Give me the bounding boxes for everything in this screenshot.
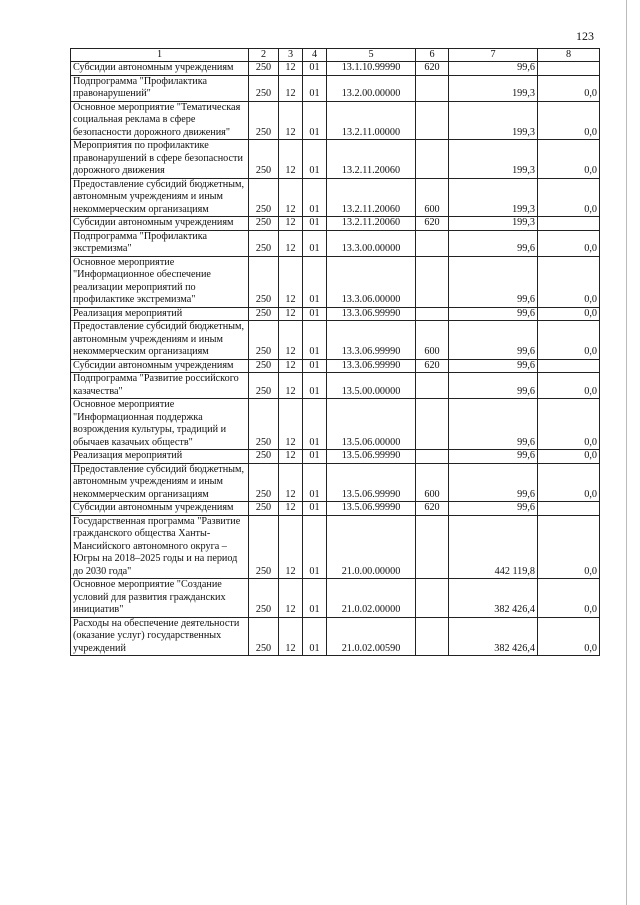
row-value-cell: 13.2.11.20060 bbox=[327, 140, 416, 179]
row-name-cell: Субсидии автономным учреждениям bbox=[71, 217, 249, 231]
row-value-cell: 12 bbox=[279, 230, 303, 256]
row-value-cell: 199,3 bbox=[449, 75, 538, 101]
row-value-cell: 13.5.06.00000 bbox=[327, 399, 416, 450]
row-value-cell: 0,0 bbox=[538, 579, 600, 618]
row-value-cell: 99,6 bbox=[449, 230, 538, 256]
row-value-cell: 01 bbox=[303, 617, 327, 656]
row-value-cell: 250 bbox=[249, 217, 279, 231]
header-cell: 7 bbox=[449, 49, 538, 62]
row-value-cell: 12 bbox=[279, 256, 303, 307]
row-value-cell: 250 bbox=[249, 373, 279, 399]
row-value-cell: 13.3.06.99990 bbox=[327, 321, 416, 360]
table-row bbox=[71, 178, 600, 217]
row-value-cell: 12 bbox=[279, 502, 303, 516]
row-name-cell: Субсидии автономным учреждениям bbox=[71, 359, 249, 373]
budget-table bbox=[70, 48, 600, 656]
table-row bbox=[71, 101, 600, 140]
row-value-cell: 12 bbox=[279, 359, 303, 373]
row-value-cell: 250 bbox=[249, 617, 279, 656]
header-row bbox=[71, 49, 600, 62]
row-value-cell: 99,6 bbox=[449, 62, 538, 76]
header-cell: 3 bbox=[279, 49, 303, 62]
row-value-cell: 99,6 bbox=[449, 359, 538, 373]
row-value-cell bbox=[416, 579, 449, 618]
row-value-cell: 99,6 bbox=[449, 307, 538, 321]
row-value-cell: 99,6 bbox=[449, 450, 538, 464]
row-value-cell: 0,0 bbox=[538, 463, 600, 502]
row-value-cell: 0,0 bbox=[538, 307, 600, 321]
row-value-cell: 99,6 bbox=[449, 463, 538, 502]
row-value-cell: 13.3.06.00000 bbox=[327, 256, 416, 307]
row-value-cell: 99,6 bbox=[449, 321, 538, 360]
row-value-cell: 620 bbox=[416, 62, 449, 76]
row-value-cell: 0,0 bbox=[538, 450, 600, 464]
row-value-cell bbox=[416, 399, 449, 450]
row-value-cell: 250 bbox=[249, 140, 279, 179]
row-value-cell: 99,6 bbox=[449, 399, 538, 450]
row-value-cell: 99,6 bbox=[449, 256, 538, 307]
page-number: 123 bbox=[576, 29, 594, 43]
table-row bbox=[71, 256, 600, 307]
header-cell: 8 bbox=[538, 49, 600, 62]
row-value-cell: 250 bbox=[249, 399, 279, 450]
row-value-cell: 250 bbox=[249, 463, 279, 502]
header-cell: 6 bbox=[416, 49, 449, 62]
row-value-cell bbox=[416, 101, 449, 140]
table-row bbox=[71, 75, 600, 101]
table-row bbox=[71, 399, 600, 450]
row-value-cell bbox=[416, 450, 449, 464]
row-value-cell: 0,0 bbox=[538, 321, 600, 360]
row-value-cell: 600 bbox=[416, 321, 449, 360]
row-value-cell: 01 bbox=[303, 307, 327, 321]
row-value-cell: 250 bbox=[249, 502, 279, 516]
row-value-cell bbox=[538, 359, 600, 373]
row-value-cell: 13.2.11.20060 bbox=[327, 178, 416, 217]
row-value-cell: 21.0.00.00000 bbox=[327, 515, 416, 579]
table-row bbox=[71, 217, 600, 231]
row-value-cell bbox=[416, 140, 449, 179]
row-value-cell: 0,0 bbox=[538, 101, 600, 140]
row-value-cell: 12 bbox=[279, 101, 303, 140]
row-value-cell: 99,6 bbox=[449, 373, 538, 399]
table-row bbox=[71, 62, 600, 76]
table-row bbox=[71, 307, 600, 321]
row-value-cell: 250 bbox=[249, 307, 279, 321]
row-value-cell: 0,0 bbox=[538, 399, 600, 450]
row-value-cell: 01 bbox=[303, 321, 327, 360]
row-value-cell: 620 bbox=[416, 217, 449, 231]
row-value-cell: 199,3 bbox=[449, 140, 538, 179]
row-value-cell: 01 bbox=[303, 230, 327, 256]
row-name-cell: Субсидии автономным учреждениям bbox=[71, 502, 249, 516]
row-value-cell: 12 bbox=[279, 75, 303, 101]
row-value-cell: 13.1.10.99990 bbox=[327, 62, 416, 76]
row-name-cell: Расходы на обеспечение деятельности (оказание услуг) государственных учреждений bbox=[71, 617, 249, 656]
row-value-cell: 12 bbox=[279, 399, 303, 450]
row-value-cell: 12 bbox=[279, 62, 303, 76]
table-row bbox=[71, 502, 600, 516]
row-value-cell: 620 bbox=[416, 359, 449, 373]
row-value-cell: 12 bbox=[279, 178, 303, 217]
row-value-cell: 13.5.00.00000 bbox=[327, 373, 416, 399]
row-value-cell: 12 bbox=[279, 373, 303, 399]
row-value-cell: 99,6 bbox=[449, 502, 538, 516]
row-value-cell: 01 bbox=[303, 62, 327, 76]
row-name-cell: Предоставление субсидий бюджетным, автономным учреждениям и иным некоммерческим организациям bbox=[71, 178, 249, 217]
row-name-cell: Основное мероприятие "Тематическая социальная реклама в сфере безопасности дорожного движения" bbox=[71, 101, 249, 140]
row-name-cell: Мероприятия по профилактике правонарушений в сфере безопасности дорожного движения bbox=[71, 140, 249, 179]
row-value-cell: 13.2.11.00000 bbox=[327, 101, 416, 140]
row-value-cell: 01 bbox=[303, 515, 327, 579]
row-value-cell: 12 bbox=[279, 321, 303, 360]
row-value-cell: 250 bbox=[249, 450, 279, 464]
row-value-cell: 12 bbox=[279, 307, 303, 321]
row-value-cell: 620 bbox=[416, 502, 449, 516]
row-name-cell: Основное мероприятие "Информационное обеспечение реализации мероприятий по профилактике экстремизма" bbox=[71, 256, 249, 307]
row-value-cell: 12 bbox=[279, 515, 303, 579]
table-row bbox=[71, 450, 600, 464]
row-value-cell: 12 bbox=[279, 140, 303, 179]
table-row bbox=[71, 579, 600, 618]
row-name-cell: Предоставление субсидий бюджетным, автономным учреждениям и иным некоммерческим организациям bbox=[71, 321, 249, 360]
row-value-cell: 01 bbox=[303, 256, 327, 307]
header-cell: 2 bbox=[249, 49, 279, 62]
row-value-cell: 01 bbox=[303, 178, 327, 217]
row-value-cell bbox=[416, 515, 449, 579]
row-value-cell: 01 bbox=[303, 373, 327, 399]
row-value-cell: 12 bbox=[279, 217, 303, 231]
row-value-cell: 13.3.06.99990 bbox=[327, 359, 416, 373]
row-value-cell: 21.0.02.00000 bbox=[327, 579, 416, 618]
row-name-cell: Основное мероприятие "Информационная поддержка возрождения культуры, традиций и обычаев казачьих обществ" bbox=[71, 399, 249, 450]
row-value-cell: 250 bbox=[249, 359, 279, 373]
row-value-cell: 12 bbox=[279, 450, 303, 464]
table-row bbox=[71, 321, 600, 360]
row-value-cell bbox=[416, 373, 449, 399]
header-cell: 1 bbox=[71, 49, 249, 62]
row-value-cell: 01 bbox=[303, 217, 327, 231]
row-value-cell bbox=[538, 62, 600, 76]
row-value-cell: 382 426,4 bbox=[449, 617, 538, 656]
row-value-cell: 199,3 bbox=[449, 217, 538, 231]
row-value-cell: 0,0 bbox=[538, 140, 600, 179]
row-value-cell: 01 bbox=[303, 463, 327, 502]
row-value-cell: 250 bbox=[249, 321, 279, 360]
table-row bbox=[71, 359, 600, 373]
scan-edge-line bbox=[626, 0, 627, 905]
row-name-cell: Реализация мероприятий bbox=[71, 450, 249, 464]
row-value-cell: 250 bbox=[249, 230, 279, 256]
row-name-cell: Реализация мероприятий bbox=[71, 307, 249, 321]
row-value-cell: 13.3.06.99990 bbox=[327, 307, 416, 321]
row-value-cell: 382 426,4 bbox=[449, 579, 538, 618]
row-value-cell: 12 bbox=[279, 617, 303, 656]
table-row bbox=[71, 230, 600, 256]
table-row bbox=[71, 463, 600, 502]
row-value-cell: 250 bbox=[249, 62, 279, 76]
header-cell: 5 bbox=[327, 49, 416, 62]
row-name-cell: Подпрограмма "Профилактика правонарушений" bbox=[71, 75, 249, 101]
table-body bbox=[71, 62, 600, 656]
row-value-cell bbox=[538, 502, 600, 516]
row-value-cell: 12 bbox=[279, 463, 303, 502]
row-value-cell: 199,3 bbox=[449, 101, 538, 140]
row-value-cell bbox=[416, 75, 449, 101]
row-name-cell: Субсидии автономным учреждениям bbox=[71, 62, 249, 76]
row-value-cell bbox=[416, 617, 449, 656]
row-value-cell bbox=[538, 217, 600, 231]
row-value-cell: 01 bbox=[303, 75, 327, 101]
row-value-cell: 0,0 bbox=[538, 178, 600, 217]
table-row bbox=[71, 140, 600, 179]
row-value-cell: 01 bbox=[303, 359, 327, 373]
row-name-cell: Подпрограмма "Развитие российского казачества" bbox=[71, 373, 249, 399]
row-value-cell: 442 119,8 bbox=[449, 515, 538, 579]
table-row bbox=[71, 617, 600, 656]
row-value-cell: 13.5.06.99990 bbox=[327, 463, 416, 502]
row-value-cell bbox=[416, 256, 449, 307]
table-row bbox=[71, 515, 600, 579]
row-value-cell: 600 bbox=[416, 463, 449, 502]
row-value-cell: 01 bbox=[303, 399, 327, 450]
row-value-cell: 600 bbox=[416, 178, 449, 217]
row-value-cell: 0,0 bbox=[538, 256, 600, 307]
row-value-cell: 0,0 bbox=[538, 617, 600, 656]
row-value-cell: 0,0 bbox=[538, 515, 600, 579]
row-value-cell: 250 bbox=[249, 75, 279, 101]
row-value-cell: 13.2.00.00000 bbox=[327, 75, 416, 101]
row-value-cell: 13.2.11.20060 bbox=[327, 217, 416, 231]
table-row bbox=[71, 373, 600, 399]
row-value-cell: 01 bbox=[303, 450, 327, 464]
row-value-cell bbox=[416, 307, 449, 321]
row-value-cell: 01 bbox=[303, 579, 327, 618]
row-name-cell: Предоставление субсидий бюджетным, автономным учреждениям и иным некоммерческим организациям bbox=[71, 463, 249, 502]
row-value-cell: 250 bbox=[249, 101, 279, 140]
row-value-cell: 13.3.00.00000 bbox=[327, 230, 416, 256]
row-name-cell: Основное мероприятие "Создание условий для развития гражданских инициатив" bbox=[71, 579, 249, 618]
row-value-cell: 12 bbox=[279, 579, 303, 618]
row-value-cell: 199,3 bbox=[449, 178, 538, 217]
row-name-cell: Подпрограмма "Профилактика экстремизма" bbox=[71, 230, 249, 256]
row-value-cell: 0,0 bbox=[538, 75, 600, 101]
row-value-cell: 01 bbox=[303, 101, 327, 140]
header-cell: 4 bbox=[303, 49, 327, 62]
row-value-cell: 01 bbox=[303, 140, 327, 179]
row-value-cell: 13.5.06.99990 bbox=[327, 502, 416, 516]
row-name-cell: Государственная программа "Развитие гражданского общества Ханты-Мансийского автономного округа – Югры на 2018–2025 годы и на период до 2030 года" bbox=[71, 515, 249, 579]
row-value-cell: 0,0 bbox=[538, 373, 600, 399]
row-value-cell: 250 bbox=[249, 579, 279, 618]
row-value-cell: 250 bbox=[249, 178, 279, 217]
row-value-cell: 13.5.06.99990 bbox=[327, 450, 416, 464]
row-value-cell: 01 bbox=[303, 502, 327, 516]
row-value-cell: 250 bbox=[249, 515, 279, 579]
row-value-cell: 0,0 bbox=[538, 230, 600, 256]
row-value-cell: 250 bbox=[249, 256, 279, 307]
row-value-cell bbox=[416, 230, 449, 256]
row-value-cell: 21.0.02.00590 bbox=[327, 617, 416, 656]
